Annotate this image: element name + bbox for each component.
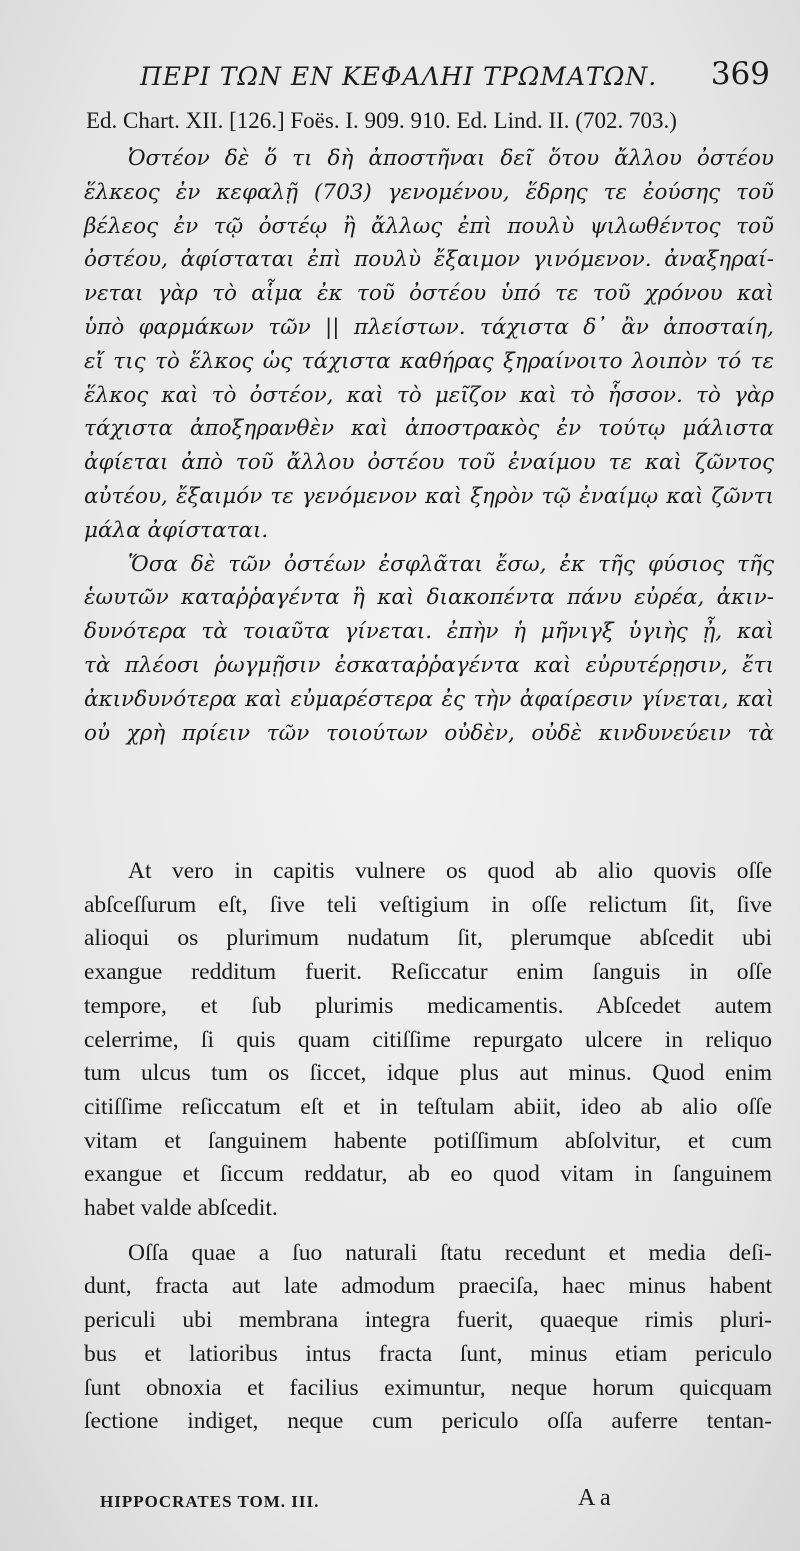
text-line: εἴ τις τὸ ἕλκος ὡς τάχιστα καθήρας ξηραίνοιτο λοιπὸν τό τε	[84, 348, 774, 374]
text-line: νεται γὰρ τὸ αἷμα ἐκ τοῦ ὀστέου ὑπό τε τοῦ χρόνου καὶ	[84, 281, 774, 307]
latin-paragraph-2	[84, 1237, 772, 1439]
edition-reference-line: Ed. Chart. XII. [126.] Foës. I. 909. 910. Ed. Lind. II. (702. 703.)	[86, 108, 677, 133]
text-line: Oſſa quae a ſuo naturali ſtatu recedunt et media deſi-	[128, 1239, 772, 1266]
text-line: Ὀστέον δὲ ὅ τι δὴ ἀποστῆναι δεῖ ὅτου ἄλλου ὀστέου	[128, 146, 774, 171]
text-line: αὐτέου, ἔξαιμόν τε γενόμενον καὶ ξηρὸν τῷ ἐναίμῳ καὶ ζῶντι	[84, 483, 774, 509]
text-line: tempore, et ſub plurimis medicamentis. Abſcedet autem	[84, 992, 772, 1019]
text-line: βέλεος ἐν τῷ ὀστέῳ ἢ ἄλλως ἐπὶ πουλὺ ψιλωθέντος τοῦ	[84, 213, 774, 239]
text-line: τάχιστα ἀποξηρανθὲν καὶ ἀποστρακὸς ἐν τούτῳ μάλιστα	[84, 416, 774, 442]
latin-paragraph-1	[84, 855, 772, 1226]
text-line: habet valde abſcedit.	[84, 1195, 278, 1222]
text-line: Ὅσα δὲ τῶν ὀστέων ἐσφλᾶται ἔσω, ἐκ τῆς φύσιος τῆς	[128, 551, 774, 577]
text-line: ἑωυτῶν καταῤῥαγέντα ἢ καὶ διακοπέντα πάνυ εὐρέα, ἀκιν-	[84, 585, 774, 611]
text-line: citiſſime reſiccatum eſt et in teſtulam abiit, ideo ab alio oſſe	[84, 1093, 772, 1120]
text-line: οὐ χρὴ πρίειν τῶν τοιούτων οὐδὲν, οὐδὲ κινδυνεύειν τὰ	[84, 720, 774, 746]
running-header	[140, 56, 770, 96]
text-line: μάλα ἀφίσταται.	[84, 517, 269, 543]
text-line: alioqui os plurimum nudatum ſit, plerumque abſcedit ubi	[84, 925, 772, 952]
text-line: bus et latioribus intus fracta ſunt, minus etiam periculo	[84, 1340, 772, 1367]
text-line: dunt, fracta aut late admodum praeciſa, haec minus habent	[84, 1273, 772, 1300]
greek-paragraph-2	[84, 548, 774, 751]
text-line: exangue redditum fuerit. Reſiccatur enim ſanguis in oſſe	[84, 959, 772, 986]
text-line: ἕλκος καὶ τὸ ὀστέον, καὶ τὸ μεῖζον καὶ τὸ ἧσσον. τὸ γὰρ	[84, 382, 774, 408]
text-line: ἕλκεος ἐν κεφαλῇ (703) γενομένου, ἕδρης τε ἐούσης τοῦ	[84, 179, 774, 205]
greek-text	[84, 142, 774, 750]
text-line: ὀστέου, ἀφίσταται ἐπὶ πουλὺ ἔξαιμον γινόμενον. ἀναξηραί-	[84, 247, 774, 273]
running-title: ΠΕΡΙ ΤΩΝ ΕΝ ΚΕΦΑΛΗΙ ΤΡΩΜΑΤΩΝ.	[140, 62, 658, 91]
page-number: 369	[710, 56, 770, 92]
text-line: At vero in capitis vulnere os quod ab alio quovis oſſe	[128, 858, 772, 884]
text-line: periculi ubi membrana integra fuerit, quaeque rimis pluri-	[84, 1307, 772, 1334]
text-line: exangue et ſiccum reddatur, ab eo quod vitam in ſanguinem	[84, 1161, 772, 1188]
text-line: ſunt obnoxia et facilius eximuntur, neque horum quicquam	[84, 1374, 772, 1401]
printer-signature: HIPPOCRATES TOM. III.	[100, 1492, 320, 1511]
text-line: ἀφίεται ἀπὸ τοῦ ἄλλου ὀστέου τοῦ ἐναίμου τε καὶ ζῶντος	[84, 450, 774, 476]
greek-paragraph-1	[84, 142, 774, 548]
text-line: tum ulcus tum os ſiccet, idque plus aut minus. Quod enim	[84, 1060, 772, 1087]
text-line: τὰ πλέοσι ῥωγμῇσιν ἐσκαταῤῥαγέντα καὶ εὐρυτέρῃσιν, ἔτι	[84, 652, 774, 678]
text-line: celerrime, ſi quis quam citiſſime repurgato ulcere in reliquo	[84, 1026, 772, 1053]
gathering-mark: A a	[578, 1485, 611, 1511]
text-line: ὑπὸ φαρμάκων τῶν || πλείστων. τάχιστα δ᾽ ἂν ἀποσταίη,	[84, 314, 774, 340]
text-line: vitam et ſanguinem habente potiſſimum abſolvitur, et cum	[84, 1127, 772, 1154]
text-line: abſceſſurum eſt, ſive teli veſtigium in oſſe relictum ſit, ſive	[84, 891, 772, 918]
text-line: δυνότερα τὰ τοιαῦτα γίνεται. ἐπὴν ἡ μῆνιγξ ὑγιὴς ᾖ, καὶ	[84, 619, 774, 645]
latin-translation	[84, 855, 772, 1450]
text-line: ſectione indiget, neque cum periculo oſſa auferre tentan-	[84, 1408, 772, 1435]
text-line: ἀκινδυνότερα καὶ εὐμαρέστερα ἐς τὴν ἀφαίρεσιν γίνεται, καὶ	[84, 686, 774, 712]
